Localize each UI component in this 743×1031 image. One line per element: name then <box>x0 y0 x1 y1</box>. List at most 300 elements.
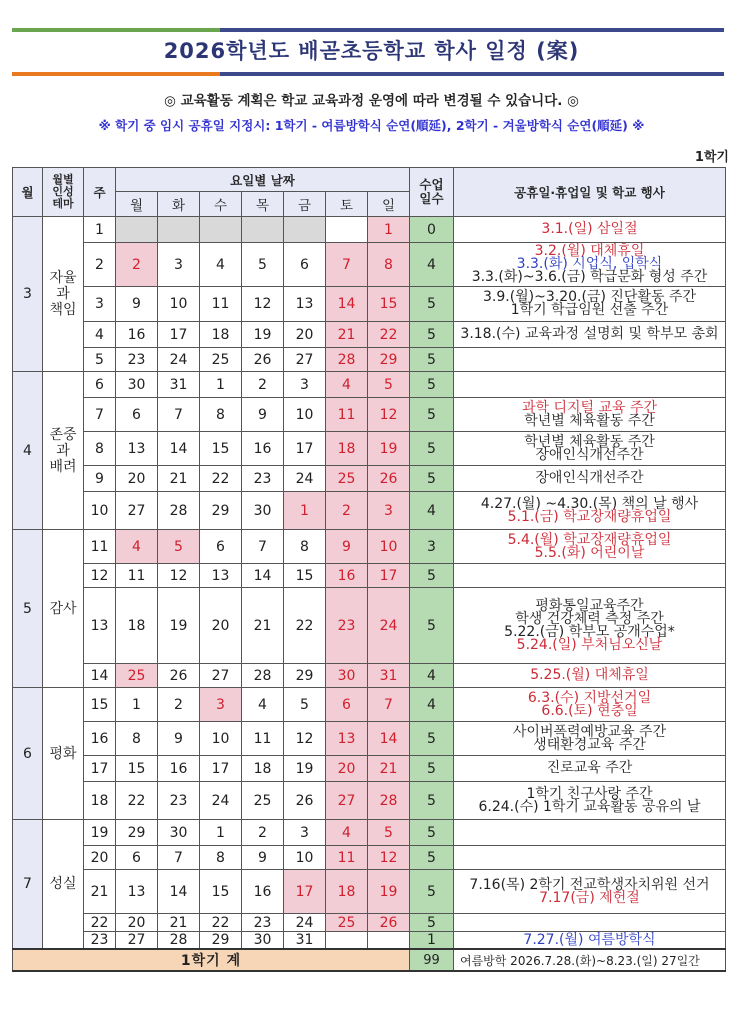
class-days-count: 5 <box>410 782 454 820</box>
date-cell: 3 <box>158 243 200 287</box>
date-cell: 3 <box>200 688 242 722</box>
events-cell <box>454 688 726 722</box>
date-cell: 31 <box>158 372 200 398</box>
week-row <box>13 372 726 398</box>
week-row <box>13 348 726 372</box>
events-cell <box>454 756 726 782</box>
date-cell: 29 <box>368 348 410 372</box>
class-days-count: 5 <box>410 466 454 492</box>
week-row <box>13 217 726 243</box>
week-number: 21 <box>84 870 116 914</box>
date-cell: 6 <box>284 243 326 287</box>
event-text: 5.24.(일) 부처님오신날 <box>516 636 663 653</box>
date-cell: 28 <box>158 932 200 950</box>
notice-holiday: ※ 학기 중 임시 공휴일 지정시: 1학기 - 여름방학식 순연(順延), 2학기 - 겨울방학식 순연(順延) ※ <box>98 118 645 133</box>
date-cell: 16 <box>158 756 200 782</box>
month-cell: 5 <box>13 530 43 688</box>
week-row <box>13 588 726 664</box>
date-cell: 21 <box>326 322 368 348</box>
date-cell: 13 <box>284 287 326 322</box>
date-cell: 5 <box>158 530 200 564</box>
date-cell: 1 <box>200 372 242 398</box>
date-cell: 2 <box>326 492 368 530</box>
date-cell: 21 <box>158 914 200 932</box>
event-text: 7.17(금) 제헌절 <box>539 889 640 906</box>
date-cell: 8 <box>284 530 326 564</box>
date-cell: 16 <box>116 322 158 348</box>
month-cell: 3 <box>13 217 43 372</box>
date-cell: 19 <box>368 432 410 466</box>
date-cell: 25 <box>326 914 368 932</box>
date-cell: 27 <box>116 492 158 530</box>
date-cell: 30 <box>326 664 368 688</box>
theme-text: 자율 <box>49 270 77 286</box>
date-cell: 9 <box>326 530 368 564</box>
date-cell: 8 <box>200 398 242 432</box>
date-cell: 23 <box>158 782 200 820</box>
class-days-count: 5 <box>410 322 454 348</box>
event-text: 6.24.(수) 1학기 교육활동 공유의 날 <box>478 798 701 815</box>
date-cell: 16 <box>326 564 368 588</box>
date-cell: 5 <box>242 243 284 287</box>
events-cell <box>454 398 726 432</box>
event-text: 5.1.(금) 학교장재량휴업일 <box>507 508 672 525</box>
date-cell: 27 <box>200 664 242 688</box>
theme-header-line3: 테마 <box>52 197 74 210</box>
date-cell: 24 <box>284 914 326 932</box>
theme-text: 감사 <box>49 600 77 617</box>
date-cell: 3 <box>284 820 326 846</box>
class-days-count: 5 <box>410 372 454 398</box>
class-days-count: 4 <box>410 688 454 722</box>
day-header-sun: 일 <box>368 192 410 217</box>
event-text: 3.3.(화)~3.6.(금) 학급문화 형성 주간 <box>471 269 708 285</box>
date-cell: 20 <box>116 466 158 492</box>
events-cell <box>454 322 726 348</box>
events-cell <box>454 372 726 398</box>
event-text: 3.2.(월) 대체휴일 <box>534 243 645 259</box>
event-text: 진로교육 주간 <box>546 760 633 776</box>
date-cell: 11 <box>200 287 242 322</box>
date-cell: 19 <box>242 322 284 348</box>
date-cell: 11 <box>116 564 158 588</box>
date-cell: 14 <box>242 564 284 588</box>
date-cell: 2 <box>116 243 158 287</box>
total-label: 1학기 계 <box>13 949 410 971</box>
date-cell: 6 <box>116 846 158 870</box>
week-row <box>13 846 726 870</box>
event-text: 학년별 체육활동 주간 <box>524 433 655 450</box>
date-cell: 12 <box>158 564 200 588</box>
date-cell: 30 <box>116 372 158 398</box>
date-cell: 21 <box>158 466 200 492</box>
date-cell: 28 <box>242 664 284 688</box>
date-cell: 12 <box>284 722 326 756</box>
week-number: 10 <box>84 492 116 530</box>
class-days-header-line1: 수업 <box>419 177 444 192</box>
week-number: 6 <box>84 372 116 398</box>
events-cell <box>454 588 726 664</box>
date-cell: 19 <box>158 588 200 664</box>
week-number: 18 <box>84 782 116 820</box>
day-header-sat: 토 <box>326 192 368 217</box>
date-cell: 18 <box>326 432 368 466</box>
events-cell <box>454 564 726 588</box>
date-cell: 22 <box>368 322 410 348</box>
date-cell: 24 <box>200 782 242 820</box>
date-cell: 5 <box>284 688 326 722</box>
date-cell: 22 <box>200 914 242 932</box>
class-days-count: 5 <box>410 564 454 588</box>
date-cell <box>326 932 368 950</box>
event-text: 3.1.(일) 삼일절 <box>541 221 638 237</box>
date-cell: 16 <box>242 870 284 914</box>
date-cell <box>200 217 242 243</box>
date-cell: 6 <box>200 530 242 564</box>
day-header-fri: 금 <box>284 192 326 217</box>
theme-text: 존중 <box>49 426 77 443</box>
date-cell: 8 <box>200 846 242 870</box>
date-cell: 14 <box>326 287 368 322</box>
theme-text: 평화 <box>49 745 77 762</box>
day-header-wed: 수 <box>200 192 242 217</box>
date-cell: 30 <box>242 492 284 530</box>
date-cell: 26 <box>242 348 284 372</box>
week-number: 1 <box>84 217 116 243</box>
week-row <box>13 432 726 466</box>
date-cell: 21 <box>368 756 410 782</box>
class-days-count: 5 <box>410 820 454 846</box>
date-cell: 2 <box>158 688 200 722</box>
date-cell: 15 <box>368 287 410 322</box>
day-header-mon: 월 <box>116 192 158 217</box>
date-cell: 26 <box>284 782 326 820</box>
date-cell: 2 <box>242 820 284 846</box>
calendar-body <box>13 217 726 950</box>
date-cell: 24 <box>158 348 200 372</box>
date-cell: 4 <box>116 530 158 564</box>
week-row <box>13 492 726 530</box>
date-cell: 4 <box>242 688 284 722</box>
date-cell: 28 <box>326 348 368 372</box>
week-number: 12 <box>84 564 116 588</box>
date-cell: 2 <box>242 372 284 398</box>
week-row <box>13 466 726 492</box>
class-days-count: 1 <box>410 932 454 950</box>
date-cell: 29 <box>200 492 242 530</box>
events-cell <box>454 846 726 870</box>
class-days-count: 5 <box>410 588 454 664</box>
events-cell <box>454 664 726 688</box>
events-cell <box>454 217 726 243</box>
date-cell: 10 <box>284 398 326 432</box>
week-number: 15 <box>84 688 116 722</box>
date-cell: 4 <box>326 372 368 398</box>
week-number: 11 <box>84 530 116 564</box>
date-cell: 15 <box>284 564 326 588</box>
date-cell: 24 <box>284 466 326 492</box>
date-cell: 21 <box>242 588 284 664</box>
date-cell: 23 <box>242 466 284 492</box>
header-row-1 <box>13 168 726 192</box>
week-number: 9 <box>84 466 116 492</box>
week-row <box>13 664 726 688</box>
week-row <box>13 782 726 820</box>
date-cell: 5 <box>368 820 410 846</box>
week-number: 8 <box>84 432 116 466</box>
week-number: 14 <box>84 664 116 688</box>
date-cell: 29 <box>284 664 326 688</box>
event-text: 7.27.(월) 여름방학식 <box>523 931 656 948</box>
week-row <box>13 564 726 588</box>
class-days-count: 0 <box>410 217 454 243</box>
date-cell: 7 <box>326 243 368 287</box>
date-cell: 9 <box>242 846 284 870</box>
week-row <box>13 914 726 932</box>
event-text: 1학기 학급임원 선출 주간 <box>510 302 669 318</box>
date-cell: 26 <box>368 466 410 492</box>
date-cell: 25 <box>242 782 284 820</box>
event-text: 학년별 체육활동 주간 <box>524 412 655 429</box>
week-row <box>13 398 726 432</box>
event-text: 장애인식개선주간 <box>535 470 644 486</box>
date-cell: 11 <box>326 398 368 432</box>
date-cell: 7 <box>158 398 200 432</box>
date-cell: 10 <box>200 722 242 756</box>
theme-cell <box>43 530 84 688</box>
class-days-header <box>410 168 454 217</box>
date-cell: 28 <box>368 782 410 820</box>
date-cell: 14 <box>158 432 200 466</box>
date-cell: 15 <box>116 756 158 782</box>
events-cell <box>454 782 726 820</box>
date-cell: 25 <box>200 348 242 372</box>
date-cell: 28 <box>158 492 200 530</box>
week-number: 22 <box>84 914 116 932</box>
date-cell: 19 <box>284 756 326 782</box>
class-days-count: 5 <box>410 914 454 932</box>
event-text: 과학 디지털 교육 주간 <box>521 399 658 416</box>
class-days-count: 5 <box>410 432 454 466</box>
class-days-count: 5 <box>410 398 454 432</box>
date-cell: 11 <box>326 846 368 870</box>
date-cell: 17 <box>284 870 326 914</box>
theme-cell <box>43 217 84 372</box>
date-cell: 3 <box>368 492 410 530</box>
date-cell: 6 <box>116 398 158 432</box>
date-cell: 10 <box>368 530 410 564</box>
events-cell <box>454 722 726 756</box>
date-cell <box>284 217 326 243</box>
class-days-count: 5 <box>410 348 454 372</box>
week-row <box>13 722 726 756</box>
week-row <box>13 820 726 846</box>
week-number: 5 <box>84 348 116 372</box>
events-cell <box>454 914 726 932</box>
date-cell: 7 <box>158 846 200 870</box>
date-cell: 10 <box>158 287 200 322</box>
date-cell: 9 <box>242 398 284 432</box>
date-cell: 23 <box>116 348 158 372</box>
date-cell: 18 <box>242 756 284 782</box>
date-cell: 6 <box>326 688 368 722</box>
date-cell: 12 <box>368 398 410 432</box>
events-cell <box>454 870 726 914</box>
week-row <box>13 322 726 348</box>
date-cell: 18 <box>200 322 242 348</box>
day-header-thu: 목 <box>242 192 284 217</box>
date-cell: 15 <box>200 432 242 466</box>
date-cell: 20 <box>116 914 158 932</box>
date-cell: 4 <box>326 820 368 846</box>
date-cell: 18 <box>116 588 158 664</box>
date-cell: 14 <box>368 722 410 756</box>
date-cell: 23 <box>242 914 284 932</box>
date-cell: 26 <box>368 914 410 932</box>
date-cell <box>242 217 284 243</box>
week-number: 20 <box>84 846 116 870</box>
date-cell: 5 <box>368 372 410 398</box>
date-cell <box>368 932 410 950</box>
theme-text: 과 <box>56 442 70 459</box>
date-cell: 20 <box>326 756 368 782</box>
week-header: 주 <box>84 168 116 217</box>
event-text: 5.4.(월) 학교장재량휴업일 <box>507 531 672 548</box>
event-text: 생태환경교육 주간 <box>533 736 646 753</box>
days-group-header: 요일별 날짜 <box>116 168 410 192</box>
date-cell: 27 <box>116 932 158 950</box>
date-cell: 23 <box>326 588 368 664</box>
date-cell: 14 <box>158 870 200 914</box>
date-cell: 7 <box>242 530 284 564</box>
event-text: 1학기 친구사랑 주간 <box>526 785 653 802</box>
events-header: 공휴일·휴업일 및 학교 행사 <box>454 168 726 217</box>
semester-label: 1학기 <box>694 150 729 165</box>
class-days-count: 5 <box>410 870 454 914</box>
day-header-tue: 화 <box>158 192 200 217</box>
date-cell: 8 <box>116 722 158 756</box>
date-cell: 29 <box>116 820 158 846</box>
week-row <box>13 243 726 287</box>
week-number: 23 <box>84 932 116 950</box>
date-cell: 30 <box>158 820 200 846</box>
notice-main: ◎ 교육활동 계획은 학교 교육과정 운영에 따라 변경될 수 있습니다. ◎ <box>164 93 579 109</box>
class-days-count: 5 <box>410 722 454 756</box>
date-cell: 17 <box>368 564 410 588</box>
week-row <box>13 932 726 950</box>
date-cell: 13 <box>326 722 368 756</box>
class-days-count: 4 <box>410 664 454 688</box>
theme-header-line1: 월별 <box>52 173 74 186</box>
event-text: 5.25.(월) 대체휴일 <box>530 667 649 683</box>
date-cell: 20 <box>200 588 242 664</box>
event-text: 3.18.(수) 교육과정 설명회 및 학부모 총회 <box>460 326 719 342</box>
events-cell <box>454 243 726 287</box>
date-cell: 31 <box>368 664 410 688</box>
date-cell: 1 <box>116 688 158 722</box>
date-cell: 25 <box>326 466 368 492</box>
date-cell: 18 <box>326 870 368 914</box>
date-cell: 7 <box>368 688 410 722</box>
events-cell <box>454 287 726 322</box>
date-cell: 25 <box>116 664 158 688</box>
theme-header <box>43 168 84 217</box>
theme-text: 책임 <box>49 302 77 318</box>
date-cell: 22 <box>284 588 326 664</box>
week-number: 17 <box>84 756 116 782</box>
date-cell: 27 <box>326 782 368 820</box>
week-number: 7 <box>84 398 116 432</box>
event-text: 4.27.(월) ~4.30.(목) 책의 날 행사 <box>480 495 699 512</box>
date-cell: 24 <box>368 588 410 664</box>
date-cell: 8 <box>368 243 410 287</box>
date-cell: 20 <box>284 322 326 348</box>
date-cell: 9 <box>158 722 200 756</box>
date-cell: 13 <box>116 870 158 914</box>
theme-cell <box>43 820 84 950</box>
date-cell: 26 <box>158 664 200 688</box>
date-cell <box>158 217 200 243</box>
date-cell: 3 <box>284 372 326 398</box>
week-row <box>13 287 726 322</box>
events-cell <box>454 432 726 466</box>
date-cell: 30 <box>242 932 284 950</box>
class-days-count: 3 <box>410 530 454 564</box>
class-days-count: 4 <box>410 243 454 287</box>
theme-cell <box>43 372 84 530</box>
week-number: 16 <box>84 722 116 756</box>
month-cell: 4 <box>13 372 43 530</box>
week-row <box>13 756 726 782</box>
week-number: 3 <box>84 287 116 322</box>
calendar-table <box>12 167 726 972</box>
date-cell: 12 <box>242 287 284 322</box>
date-cell: 1 <box>284 492 326 530</box>
date-cell: 17 <box>158 322 200 348</box>
date-cell: 13 <box>116 432 158 466</box>
date-cell: 11 <box>242 722 284 756</box>
week-row <box>13 688 726 722</box>
week-number: 2 <box>84 243 116 287</box>
event-text: 7.16(목) 2학기 전교학생자치위원 선거 <box>469 876 710 893</box>
events-cell <box>454 348 726 372</box>
class-days-header-line2: 일수 <box>419 191 444 206</box>
date-cell: 19 <box>368 870 410 914</box>
title-bottom-rule <box>12 72 724 76</box>
theme-text: 배려 <box>49 458 77 475</box>
date-cell: 1 <box>200 820 242 846</box>
date-cell: 17 <box>200 756 242 782</box>
month-cell: 6 <box>13 688 43 820</box>
class-days-count: 4 <box>410 492 454 530</box>
total-row <box>13 949 726 971</box>
events-cell <box>454 466 726 492</box>
date-cell: 27 <box>284 348 326 372</box>
date-cell <box>326 217 368 243</box>
theme-text: 과 <box>56 286 70 302</box>
theme-cell <box>43 688 84 820</box>
events-cell <box>454 492 726 530</box>
event-text: 5.22.(금) 학부모 공개수업* <box>504 623 675 640</box>
event-text: 평화통일교육주간 <box>535 597 644 614</box>
week-row <box>13 530 726 564</box>
month-header: 월 <box>13 168 43 217</box>
events-cell <box>454 820 726 846</box>
week-number: 4 <box>84 322 116 348</box>
event-text: 장애인식개선주간 <box>535 446 644 463</box>
total-days: 99 <box>410 949 454 971</box>
vacation-period: 여름방학 2026.7.28.(화)~8.23.(일) 27일간 <box>454 949 726 971</box>
